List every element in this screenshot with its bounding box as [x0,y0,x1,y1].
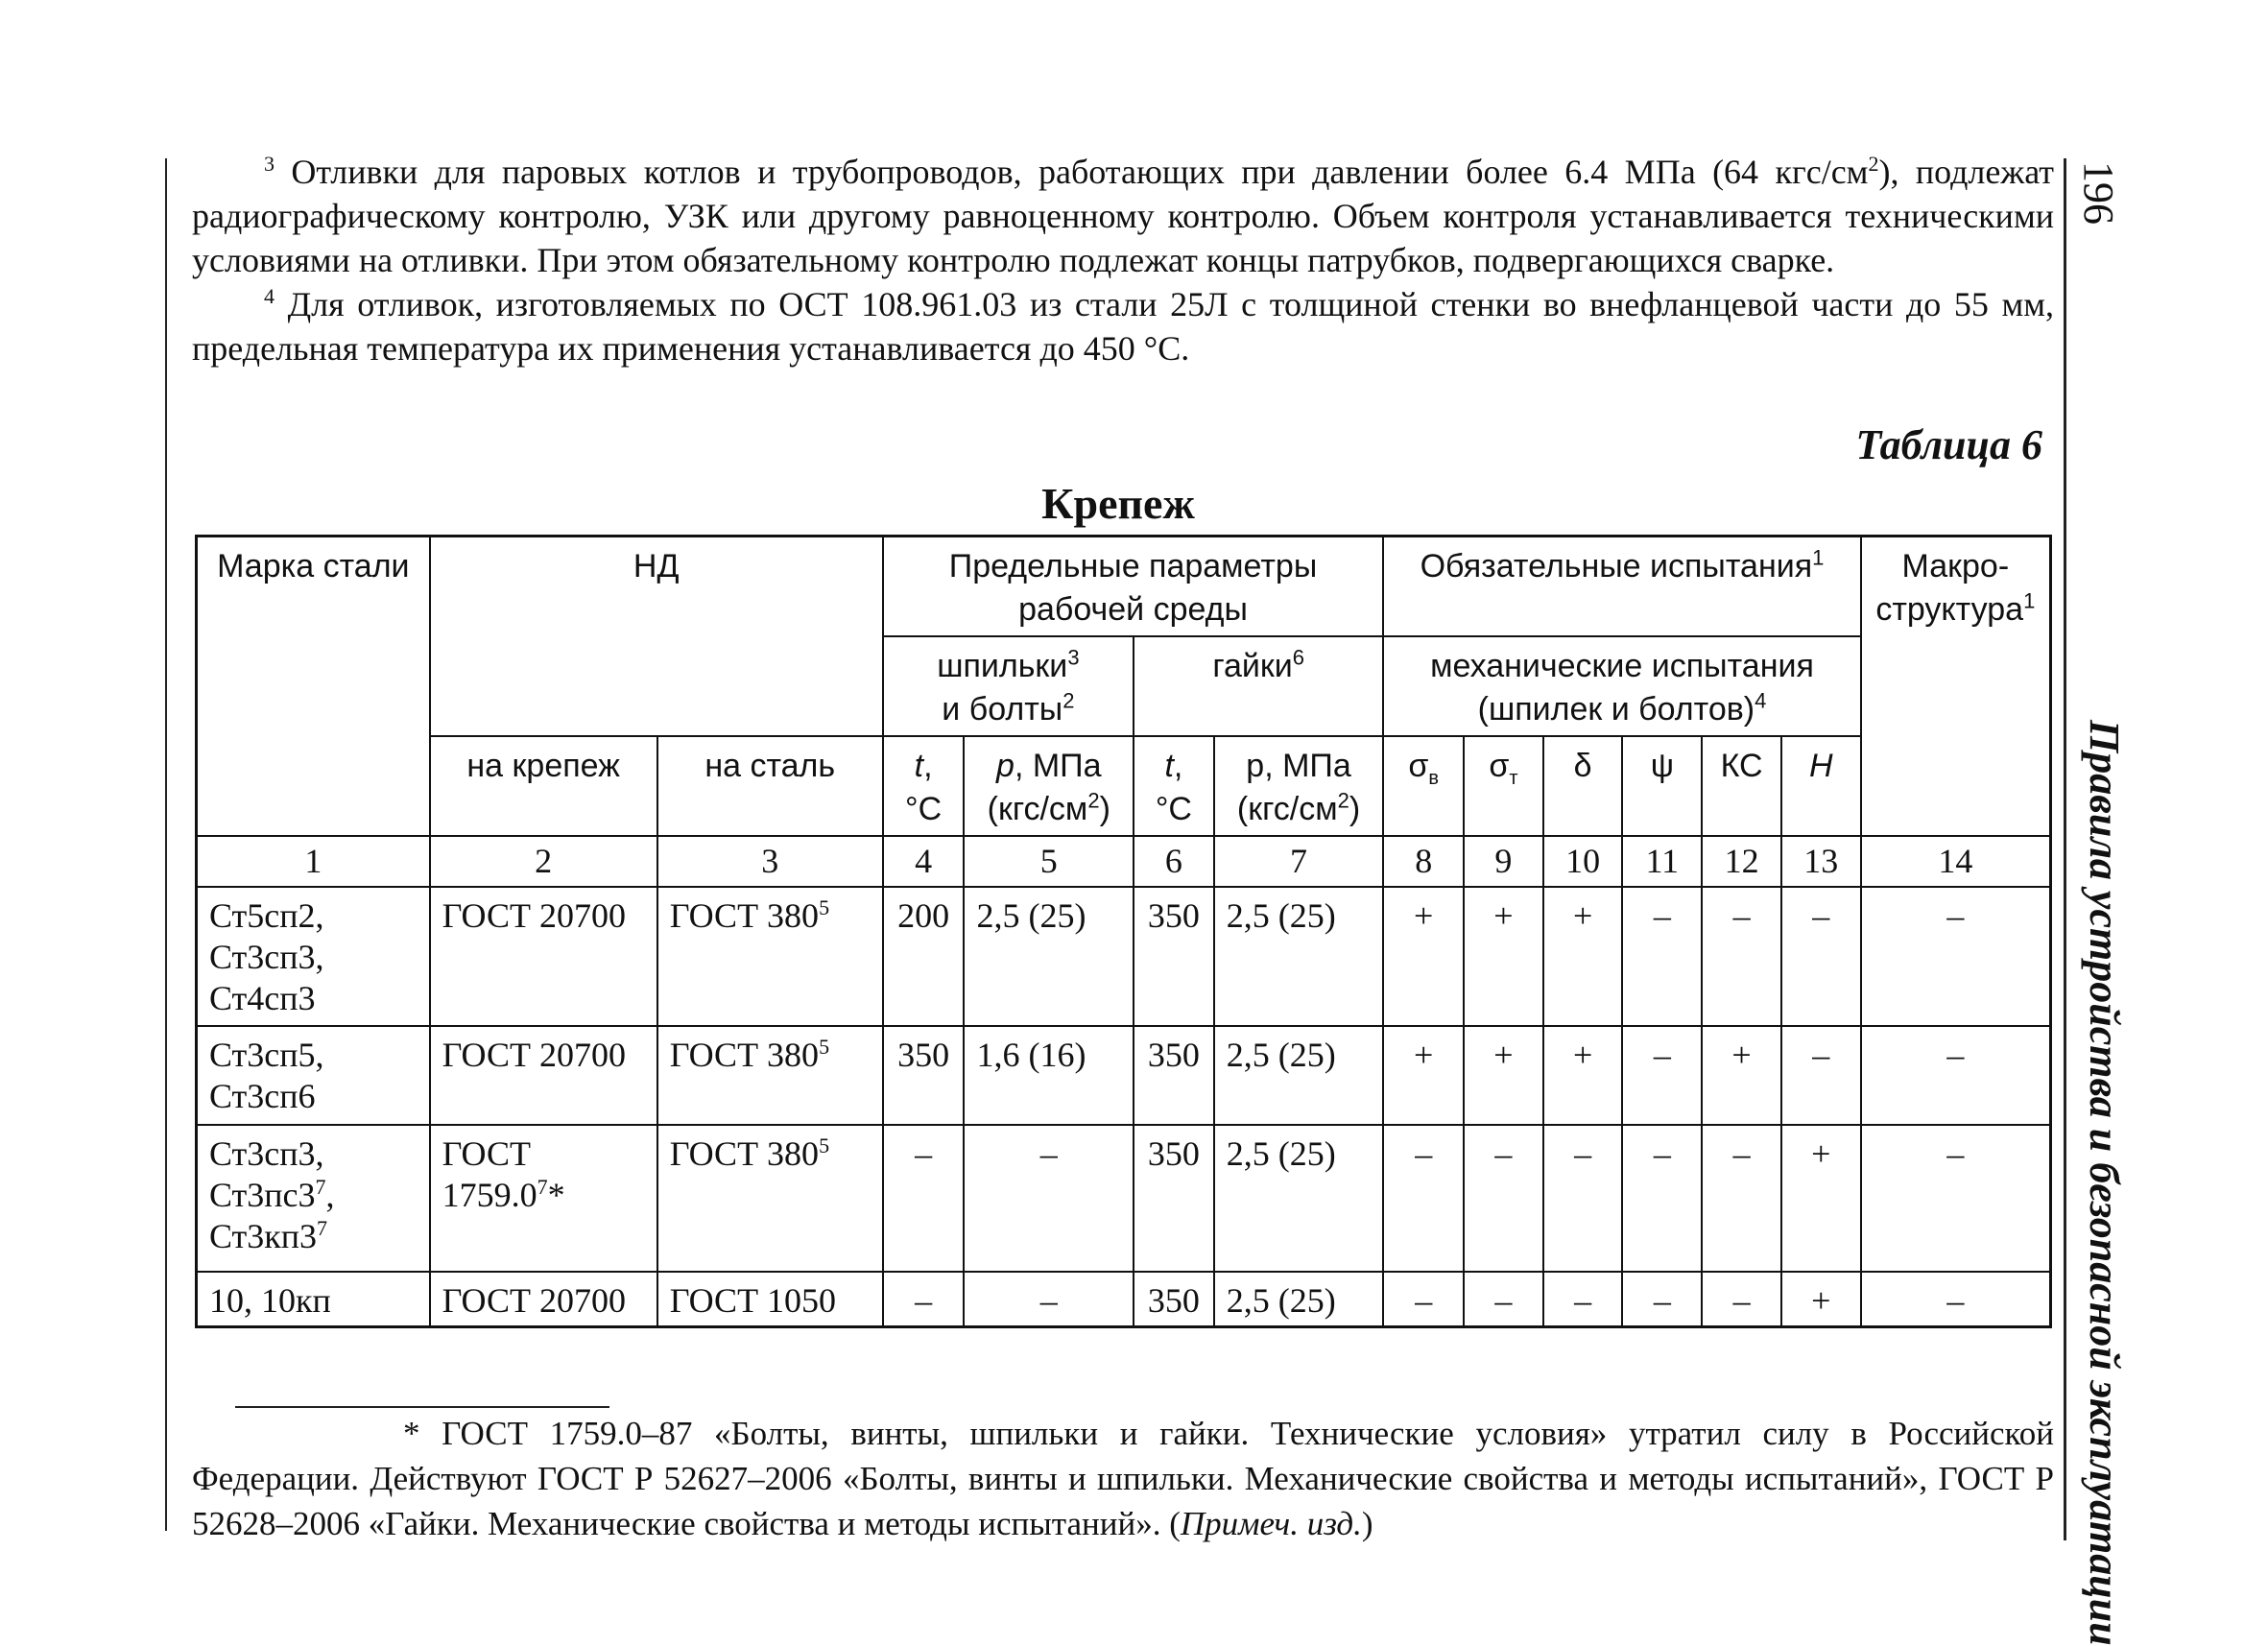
cell-delta: – [1543,1272,1623,1327]
cell-p2: 2,5 (25) [1214,1125,1384,1272]
header-kc: КС [1702,736,1781,836]
note-3: $^3$ Отливки для паровых котлов и трубопроводов, работающих при давлении более 6.4 МПа (64 кгс/$см^2$), подлежат радиографическому контролю, УЗК или другому равноценному контролю. Объем контроля устанавливается техническими условиями на отливки. При этом обязательному контролю подлежат концы патрубков, подвергающихся сварке. [192,152,2054,279]
cell-p2: 2,5 (25) [1214,1272,1384,1327]
col-num-12: 12 [1702,836,1781,887]
cell-sigma-b: – [1383,1125,1464,1272]
cell-sigma-b: – [1383,1272,1464,1327]
cell-h: + [1781,1272,1861,1327]
col-num-11: 11 [1622,836,1702,887]
cell-t2: 350 [1134,1272,1214,1327]
col-num-2: 2 [430,836,657,887]
cell-sigma-t: – [1464,1125,1543,1272]
cell-t2: 350 [1134,1026,1214,1125]
header-nd: НД [430,537,883,737]
cell-grade: 10, 10кп [197,1272,430,1327]
cell-kc: – [1702,1272,1781,1327]
cell-macro: – [1861,887,2051,1026]
header-h: H [1781,736,1861,836]
cell-t2: 350 [1134,1125,1214,1272]
cell-nd-steel: ГОСТ $380^5$ [657,1125,883,1272]
cell-nd-fastener: ГОСТ 20700 [430,1272,657,1327]
table-row [197,887,2051,1026]
header-row-3 [197,736,2051,836]
cell-h: + [1781,1125,1861,1272]
cell-t1: 200 [883,887,965,1026]
header-steel-grade: Марка стали [197,537,430,837]
cell-kc: – [1702,1125,1781,1272]
cell-delta: + [1543,887,1623,1026]
col-num-5: 5 [964,836,1134,887]
col-num-6: 6 [1134,836,1214,887]
note-4: $^4$ Для отливок, изготовляемых по ОСТ 108.961.03 из стали 25Л с толщиной стенки во внефланцевой части до 55 мм, предельная температура их применения устанавливается до 450 °С. [192,284,2055,368]
header-limits: Предельные параметры рабочей среды [883,537,1384,637]
col-num-10: 10 [1543,836,1623,887]
col-num-7: 7 [1214,836,1384,887]
col-num-9: 9 [1464,836,1543,887]
cell-p2: 2,5 (25) [1214,1026,1384,1125]
header-mech-tests: механические испытания (шпилек и болтов)$^4$ [1383,636,1860,736]
cell-p1: – [964,1125,1134,1272]
header-sigma-b: $\sigma_в$ [1383,736,1464,836]
cell-kc: – [1702,887,1781,1026]
cell-sigma-t: + [1464,1026,1543,1125]
header-p-studs: p, МПа $(кгс/см^2)$ [964,736,1134,836]
header-p-nuts: р, МПа $(кгс/см^2)$ [1214,736,1384,836]
table-number: Таблица 6 [1855,421,2042,468]
right-margin-rule [2064,158,2066,1540]
cell-p1: 1,6 (16) [964,1026,1134,1125]
header-sigma-t: $\sigma_т$ [1464,736,1543,836]
column-number-row [197,836,2051,887]
cell-sigma-t: – [1464,1272,1543,1327]
left-margin-rule [165,158,167,1531]
cell-delta: – [1543,1125,1623,1272]
col-num-3: 3 [657,836,883,887]
cell-macro: – [1861,1026,2051,1125]
col-num-14: 14 [1861,836,2051,887]
table-row [197,1026,2051,1125]
cell-psi: – [1622,1125,1702,1272]
cell-h: – [1781,887,1861,1026]
cell-psi: – [1622,1026,1702,1125]
header-mandatory-tests: Обязательные испытания$^1$ [1383,537,1860,637]
header-nd-steel: на сталь [657,736,883,836]
cell-p2: 2,5 (25) [1214,887,1384,1026]
cell-macro: – [1861,1125,2051,1272]
cell-t1: – [883,1272,965,1327]
cell-macro: – [1861,1272,2051,1327]
cell-delta: + [1543,1026,1623,1125]
cell-nd-steel: ГОСТ $380^5$ [657,887,883,1026]
cell-t1: – [883,1125,965,1272]
table-row [197,1125,2051,1272]
footnote-rule [235,1406,609,1408]
cell-nd-steel: ГОСТ $380^5$ [657,1026,883,1125]
cell-nd-fastener: ГОСТ 1759.0$^7$* [430,1125,657,1272]
col-num-8: 8 [1383,836,1464,887]
cell-p1: – [964,1272,1134,1327]
fasteners-table [195,535,2052,1328]
footnote: * ГОСТ 1759.0–87 «Болты, винты, шпильки и гайки. Технические условия» утратил силу в Российской Федерации. Действуют ГОСТ Р 52627–2006 «Болты, винты и шпильки. Механические свойства и методы испытаний», ГОСТ Р 52628–2006 «Гайки. Механические свойства и методы испытаний». (Примеч. изд.) [192,1415,2054,1542]
cell-h: – [1781,1026,1861,1125]
running-head: Правила устройства и безопасной эксплуатации [2081,720,2128,1646]
col-num-1: 1 [197,836,430,887]
cell-t1: 350 [883,1026,965,1125]
header-psi: ψ [1622,736,1702,836]
cell-t2: 350 [1134,887,1214,1026]
cell-grade: Ст3сп3, $Ст3пс3^7$, $Ст3кп3^7$ [197,1125,430,1272]
header-studs-bolts: шпильки$^3$ и болты$^2$ [883,636,1134,736]
cell-grade: Ст5сп2, Ст3сп3, Ст4сп3 [197,887,430,1026]
cell-nd-fastener: ГОСТ 20700 [430,1026,657,1125]
header-t-studs: t, °С [883,736,965,836]
cell-sigma-b: + [1383,887,1464,1026]
header-delta: δ [1543,736,1623,836]
cell-nd-steel: ГОСТ 1050 [657,1272,883,1327]
cell-p1: 2,5 (25) [964,887,1134,1026]
page-number: 196 [2075,161,2122,225]
col-num-13: 13 [1781,836,1861,887]
cell-psi: – [1622,887,1702,1026]
header-row-1 [197,537,2051,637]
table-notes [192,150,2054,370]
cell-psi: – [1622,1272,1702,1327]
header-t-nuts: t, °С [1134,736,1214,836]
cell-nd-fastener: ГОСТ 20700 [430,887,657,1026]
col-num-4: 4 [883,836,965,887]
table-row [197,1272,2051,1327]
table-title: Крепеж [1041,479,1195,528]
cell-grade: Ст3сп5, Ст3сп6 [197,1026,430,1125]
cell-sigma-t: + [1464,887,1543,1026]
header-nuts: гайки$^6$ [1134,636,1383,736]
header-nd-fastener: на крепеж [430,736,657,836]
cell-kc: + [1702,1026,1781,1125]
cell-sigma-b: + [1383,1026,1464,1125]
header-macrostructure: Макро-структура$^1$ [1861,537,2051,837]
